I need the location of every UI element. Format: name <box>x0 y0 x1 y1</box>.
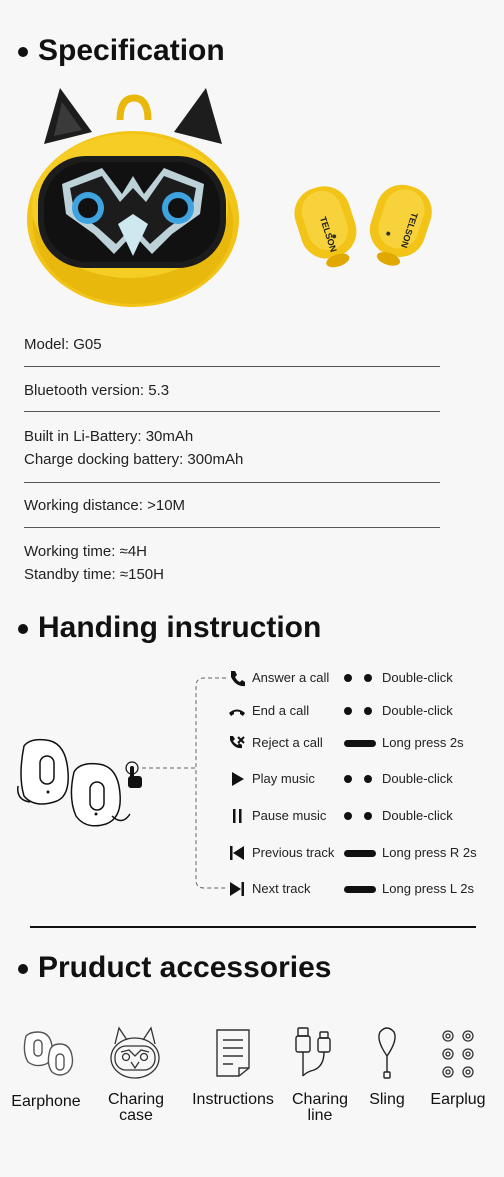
instruction-action: Long press L 2s <box>382 881 475 896</box>
hang-up-icon <box>228 702 246 720</box>
instruction-label: Next track <box>252 881 311 896</box>
double-click-dots-icon <box>344 774 374 784</box>
accessory-label-charging-case <box>96 1092 176 1124</box>
accessory-label-line: case <box>119 1107 153 1124</box>
svg-text:TELSON: TELSON <box>317 215 339 254</box>
handling-title: Handing instruction <box>38 611 322 644</box>
earplug-icon <box>440 1030 480 1080</box>
double-click-dots-icon <box>344 673 374 683</box>
spec-line: Model: G05 <box>24 336 102 353</box>
instruction-action: Double-click <box>382 808 453 823</box>
spec-working-time <box>24 540 164 586</box>
spec-line: Standby time: ≈150H <box>24 566 164 583</box>
earphone-icon <box>20 1028 76 1078</box>
earbuds-image <box>292 176 442 272</box>
accessory-label-line: Charing <box>107 1091 165 1108</box>
instruction-action: Long press R 2s <box>382 845 477 860</box>
accessory-label-line: Earplug <box>430 1091 486 1108</box>
phone-icon <box>228 669 246 687</box>
reject-call-icon <box>228 734 246 752</box>
bullet-icon <box>18 964 28 974</box>
spec-line: Working time: ≈4H <box>24 543 147 560</box>
play-icon <box>228 770 246 788</box>
divider <box>24 411 440 412</box>
accessory-label-line: line <box>307 1107 333 1124</box>
spec-battery <box>24 425 243 471</box>
connector-lines <box>120 670 232 896</box>
long-press-bar-icon <box>344 850 376 857</box>
handling-heading <box>18 611 321 645</box>
specification-title: Specification <box>38 34 225 67</box>
charging-case-image <box>22 84 244 310</box>
long-press-bar-icon <box>344 740 376 747</box>
accessory-label-line: Charing <box>291 1091 349 1108</box>
accessory-label-line: Instructions <box>192 1091 274 1108</box>
previous-track-icon <box>228 844 246 862</box>
instruction-action: Double-click <box>382 703 453 718</box>
spec-model <box>24 333 102 356</box>
accessory-label-charging-line <box>284 1092 356 1124</box>
instruction-action: Double-click <box>382 771 453 786</box>
instruction-label: Play music <box>252 771 315 786</box>
instruction-label: Pause music <box>252 808 327 823</box>
bullet-icon <box>18 624 28 634</box>
spec-line: Charge docking battery: 300mAh <box>24 451 244 468</box>
specification-heading <box>18 34 225 68</box>
accessory-label-line: Earphone <box>11 1093 81 1110</box>
instruction-label: End a call <box>252 703 310 718</box>
charging-case-icon <box>107 1026 163 1080</box>
sling-icon <box>374 1026 400 1080</box>
divider <box>24 366 440 367</box>
next-track-icon <box>228 880 246 898</box>
spec-line: Working distance: >10M <box>24 497 186 514</box>
instruction-label: Previous track <box>252 845 335 860</box>
divider <box>24 527 440 528</box>
charging-cable-icon <box>294 1026 334 1080</box>
double-click-dots-icon <box>344 811 374 821</box>
instruction-action: Long press 2s <box>382 735 464 750</box>
accessories-title: Pruduct accessories <box>38 951 332 984</box>
divider <box>24 482 440 483</box>
instruction-label: Answer a call <box>252 670 330 685</box>
spec-line: Built in Li-Battery: 30mAh <box>24 428 194 445</box>
accessory-label-earphone <box>6 1094 86 1110</box>
accessory-label-earplug <box>420 1092 496 1108</box>
svg-text:TELSON: TELSON <box>398 211 420 250</box>
pause-icon <box>228 807 246 825</box>
accessory-label-sling <box>360 1092 414 1108</box>
instruction-label: Reject a call <box>252 735 323 750</box>
accessories-heading <box>18 951 331 985</box>
double-click-dots-icon <box>344 706 374 716</box>
section-divider <box>30 926 476 928</box>
accessory-label-line: Sling <box>369 1091 405 1108</box>
spec-distance <box>24 494 185 517</box>
spec-line: Bluetooth version: 5.3 <box>24 382 170 399</box>
instruction-action: Double-click <box>382 670 453 685</box>
bullet-icon <box>18 47 28 57</box>
accessory-label-instructions <box>186 1092 280 1108</box>
spec-bluetooth <box>24 379 169 402</box>
instructions-icon <box>213 1028 253 1078</box>
long-press-bar-icon <box>344 886 376 893</box>
